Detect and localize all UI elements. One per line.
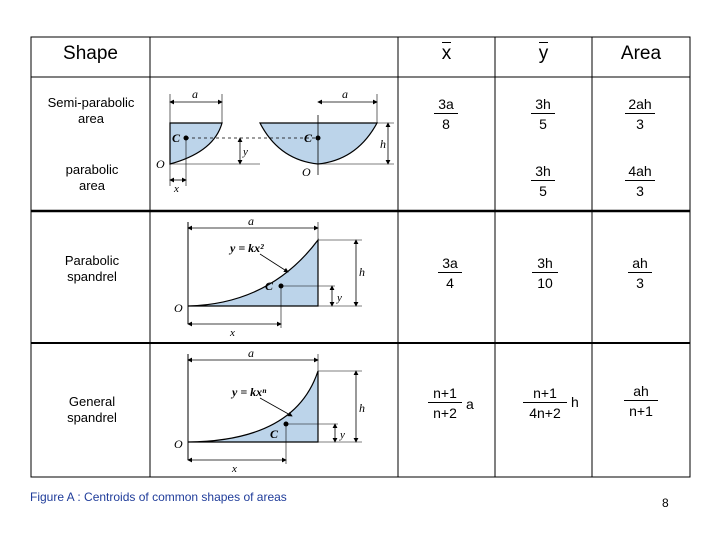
- general-spandrel-shape: [188, 371, 318, 442]
- area-general-spandrel: ah n+1: [616, 383, 666, 419]
- x-bar-symbol: x: [441, 43, 452, 64]
- y-bar-general-factor: h: [571, 394, 579, 410]
- label-y-bar: y: [340, 429, 345, 441]
- label-x-bar: x: [230, 327, 235, 339]
- label-h: h: [359, 265, 365, 279]
- label-O: O: [156, 157, 165, 171]
- label-equation: y = kxⁿ: [232, 385, 267, 399]
- parabola-shape: [260, 123, 377, 164]
- area-semi-parabolic: 2ah 3: [614, 96, 666, 132]
- header-shape: Shape: [63, 43, 118, 64]
- page-number: 8: [662, 496, 669, 510]
- header-x-bar: [398, 42, 495, 65]
- label-x-bar: x: [174, 183, 179, 195]
- label-C: C: [270, 427, 279, 441]
- area-parabolic: 4ah 3: [614, 163, 666, 199]
- label-O: O: [174, 301, 183, 315]
- header-area: Area: [620, 43, 662, 64]
- label-O: O: [174, 437, 183, 451]
- label-y-bar: y: [337, 292, 342, 304]
- area-parabolic-spandrel: ah 3: [616, 255, 664, 291]
- x-bar-general-spandrel: n+1 n+2: [420, 385, 470, 421]
- label-C-2: C: [304, 131, 313, 145]
- y-bar-parabolic-spandrel: 3h 10: [521, 255, 569, 291]
- shape-name-semi-parabolic: Semi-parabolic area: [47, 95, 135, 127]
- figure-parabolic-spandrel: [160, 214, 396, 341]
- label-a: a: [248, 214, 254, 228]
- label-x-bar: x: [232, 463, 237, 474]
- figure-general-spandrel: [160, 346, 396, 474]
- figure-semi-and-parabolic-area: [152, 80, 397, 210]
- label-y-bar: y: [243, 146, 248, 158]
- shape-name-parabolic-spandrel: Parabolic spandrel: [64, 253, 120, 285]
- y-bar-general-spandrel: n+1 4n+2: [519, 385, 571, 421]
- header-y-bar: [495, 42, 592, 65]
- label-equation: y = kx²: [230, 241, 264, 255]
- shape-name-general-spandrel: General spandrel: [67, 394, 117, 426]
- y-bar-symbol: y: [538, 43, 549, 64]
- label-C: C: [172, 131, 181, 145]
- x-bar-semi-parabolic: 3a 8: [422, 96, 470, 132]
- y-bar-semi-parabolic: 3h 5: [519, 96, 567, 132]
- x-bar-parabolic-spandrel: 3a 4: [426, 255, 474, 291]
- figure-caption: Figure A : Centroids of common shapes of areas: [30, 490, 287, 504]
- label-a-2: a: [342, 87, 348, 101]
- label-a: a: [248, 346, 254, 360]
- label-O-2: O: [302, 165, 311, 179]
- label-C: C: [265, 279, 274, 293]
- label-h: h: [380, 137, 386, 151]
- label-h: h: [359, 401, 365, 415]
- shape-name-parabolic: parabolic area: [65, 162, 119, 194]
- x-bar-general-factor: a: [466, 396, 474, 412]
- y-bar-parabolic: 3h 5: [519, 163, 567, 199]
- label-a: a: [192, 87, 198, 101]
